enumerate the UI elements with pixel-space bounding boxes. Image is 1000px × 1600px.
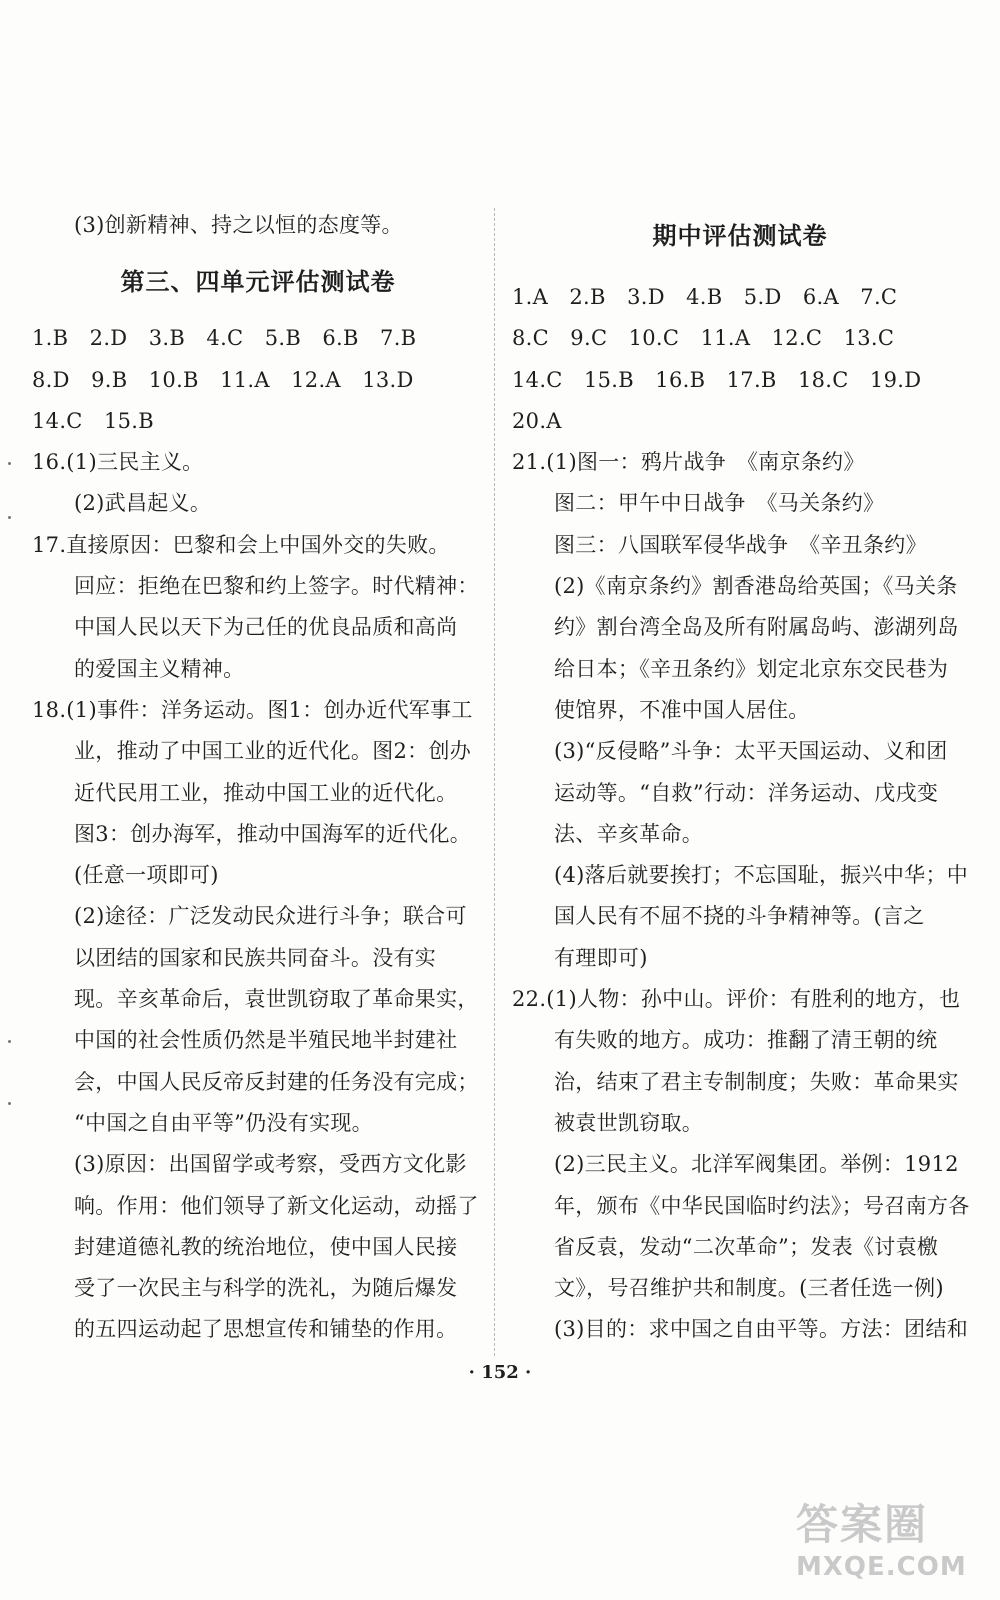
scan-speck xyxy=(8,1102,11,1105)
left-answer-line: 封建道德礼教的统治地位，使中国人民接 xyxy=(74,1234,458,1259)
right-answer-line: 20.A xyxy=(512,408,562,433)
right-answer-line: (2)三民主义。北洋军阀集团。举例：1912 xyxy=(554,1152,959,1177)
left-answer-line: 的爱国主义精神。 xyxy=(74,656,245,681)
left-answer-line: 14.C 15.B xyxy=(32,408,154,433)
right-answer-line: 图三：八国联军侵华战争 《辛丑条约》 xyxy=(554,532,927,557)
left-answer-line: 中国人民以天下为己任的优良品质和高尚 xyxy=(74,615,458,640)
scan-speck xyxy=(8,462,11,465)
left-answer-line: 以团结的国家和民族共同奋斗。没有实 xyxy=(74,945,437,970)
right-answer-line: 国人民有不屈不挠的斗争精神等。(言之 xyxy=(554,904,925,929)
right-answer-line: 治，结束了君主专制制度；失败：革命果实 xyxy=(554,1069,959,1094)
right-answer-line: (2)《南京条约》割香港岛给英国；《马关条 xyxy=(554,574,958,599)
watermark-cn: 答案圈 xyxy=(796,1500,929,1549)
right-answer-line: 图二：甲午中日战争 《马关条约》 xyxy=(554,491,885,516)
left-answer-line: “中国之自由平等”仍没有实现。 xyxy=(74,1110,373,1135)
left-answer-line: 会，中国人民反帝反封建的任务没有完成； xyxy=(74,1069,479,1094)
left-answer-line: 的五四运动起了思想宣传和铺垫的作用。 xyxy=(74,1317,458,1342)
left-answer-line: 17.直接原因：巴黎和会上中国外交的失败。 xyxy=(32,532,450,557)
right-answer-line: 1.A 2.B 3.D 4.B 5.D 6.A 7.C xyxy=(512,285,898,309)
right-answer-line: (4)落后就要挨打；不忘国耻，振兴中华；中 xyxy=(554,863,969,888)
left-answer-line: 回应：拒绝在巴黎和约上签字。时代精神： xyxy=(74,574,479,599)
right-answer-line: 约》割台湾全岛及所有附属岛屿、澎湖列岛 xyxy=(554,615,959,640)
right-answer-line: 8.C 9.C 10.C 11.A 12.C 13.C xyxy=(512,326,895,351)
right-answer-lines xyxy=(512,277,968,1351)
left-answer-line: 8.D 9.B 10.B 11.A 12.A 13.D xyxy=(32,367,414,392)
left-answer-line: 1.B 2.D 3.B 4.C 5.B 6.B 7.B xyxy=(32,326,417,351)
right-answer-line: 给日本；《辛丑条约》划定北京东交民巷为 xyxy=(554,656,949,681)
right-answer-line: (3)目的：求中国之自由平等。方法：团结和 xyxy=(554,1317,969,1342)
watermark-logo xyxy=(796,1500,986,1595)
left-answer-line: (3)原因：出国留学或考察，受西方文化影 xyxy=(74,1152,467,1177)
left-answer-line: (2)途径：广泛发动民众进行斗争；联合可 xyxy=(74,904,467,929)
right-answer-line: 有理即可) xyxy=(554,945,648,970)
right-answer-line: 省反袁，发动“二次革命”；发表《讨袁檄 xyxy=(554,1234,939,1259)
right-answer-line: 法、辛亥革命。 xyxy=(554,821,704,846)
right-answer-line: 22.(1)人物：孙中山。评价：有胜利的地方，也 xyxy=(512,987,961,1012)
right-answer-line: 14.C 15.B 16.B 17.B 18.C 19.D xyxy=(512,367,922,392)
left-answer-line: 近代民用工业，推动中国工业的近代化。 xyxy=(74,780,458,805)
left-answer-line: 业，推动了中国工业的近代化。图2：创办 xyxy=(74,739,472,764)
right-column xyxy=(512,205,968,1351)
section-title-midterm: 期中评估测试卷 xyxy=(652,221,828,250)
column-divider xyxy=(494,208,495,1356)
right-answer-line: 21.(1)图一：鸦片战争 《南京条约》 xyxy=(512,450,865,475)
left-answer-line: 18.(1)事件：洋务运动。图1：创办近代军事工 xyxy=(32,697,473,722)
right-answer-line: 被袁世凯窃取。 xyxy=(554,1110,704,1135)
right-answer-line: (3)“反侵略”斗争：太平天国运动、义和团 xyxy=(554,739,948,764)
left-intro-line: (3)创新精神、持之以恒的态度等。 xyxy=(74,213,403,237)
right-answer-line: 使馆界，不准中国人居住。 xyxy=(554,697,810,722)
left-answer-line: 现。辛亥革命后，袁世凯窃取了革命果实， xyxy=(74,987,479,1012)
left-column xyxy=(32,205,484,1351)
right-answer-line: 有失败的地方。成功：推翻了清王朝的统 xyxy=(554,1028,938,1053)
left-answer-lines xyxy=(32,318,484,1350)
left-answer-line: 图3：创办海军，推动中国海军的近代化。 xyxy=(74,821,472,846)
watermark-en: MXQE.COM xyxy=(796,1552,967,1582)
section-title-unit-3-4: 第三、四单元评估测试卷 xyxy=(120,267,396,297)
right-answer-line: 年，颁布《中华民国临时约法》；号召南方各 xyxy=(554,1193,970,1218)
right-answer-line: 文》，号召维护共和制度。(三者任选一例) xyxy=(554,1276,944,1301)
scan-speck xyxy=(8,1040,11,1043)
left-answer-line: (任意一项即可) xyxy=(74,863,219,888)
page-number: · 152 · xyxy=(468,1362,532,1383)
left-answer-line: 16.(1)三民主义。 xyxy=(32,450,204,475)
left-answer-line: 中国的社会性质仍然是半殖民地半封建社 xyxy=(74,1028,458,1053)
right-answer-line: 运动等。“自救”行动：洋务运动、戊戌变 xyxy=(554,780,939,805)
left-answer-line: (2)武昌起义。 xyxy=(74,491,212,516)
scan-speck xyxy=(8,516,11,519)
left-answer-line: 响。作用：他们领导了新文化运动，动摇了 xyxy=(74,1193,479,1218)
left-answer-line: 受了一次民主与科学的洗礼，为随后爆发 xyxy=(74,1276,458,1301)
